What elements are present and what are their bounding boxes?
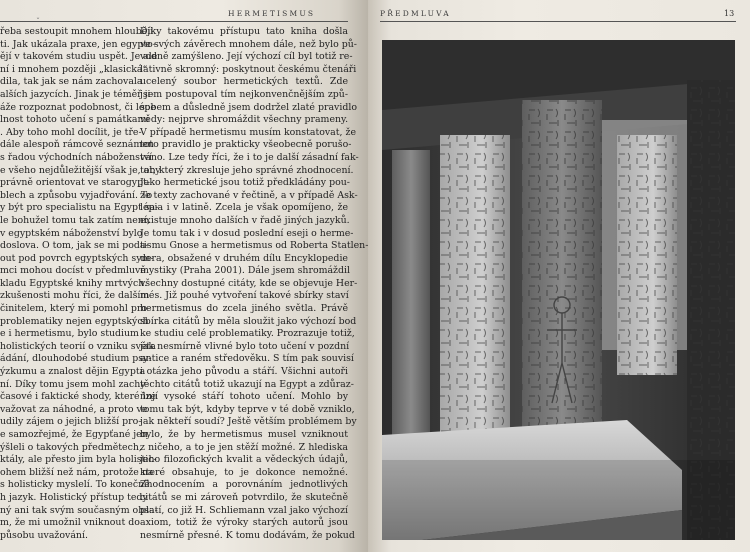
text-line: vodně zamýšleno. Její výchozí cíl byl totiž re-: [140, 51, 353, 63]
text-line: ohem bližší než nám, protože na: [0, 466, 154, 478]
text-line: kladu Egyptské knihy mrtvých.: [0, 277, 148, 289]
text-line: lépia i v latině. Zcela je však opomíjeno, že: [140, 202, 348, 214]
text-column-2: [140, 26, 369, 542]
text-line: s holisticky myslelí. To konečně: [0, 479, 150, 491]
text-line: jak někteří soudí? Ještě větším problémem by: [140, 416, 357, 428]
text-line: áže rozpoznat podobnost, či lépe: [0, 101, 156, 113]
text-line: h jazyk. Holistický přístup tedy: [0, 491, 148, 503]
text-line: . Aby toho mohl docílit, je tře-: [0, 126, 142, 138]
text-line: Zhodnocením a porovnáním jednotlivých: [140, 479, 348, 491]
temple-photo: [382, 40, 735, 540]
text-line: m, že mi umožnil vniknout do: [0, 517, 140, 529]
text-line: tismu Gnose a hermetismus od Roberta Statlen-: [140, 240, 369, 252]
text-line: zkušenosti mohu říci, že dalším: [0, 290, 150, 302]
text-line: dále alespoň rámcově seznámen: [0, 139, 154, 151]
text-line: més. Již pouhé vytvoření takové sbírky staví: [140, 290, 349, 302]
text-line: sobem a důsledně jsem dodržel zlaté pravidlo: [140, 101, 357, 113]
text-line: ti. Jak ukázala praxe, jen egypto-: [0, 38, 156, 50]
text-line: ný ani tak svým současným obsa-: [0, 504, 158, 516]
text-line: ucelený soubor hermetických textů. Zde: [140, 76, 348, 88]
text-line: působu uvažování.: [0, 529, 88, 541]
text-line: ýzkumu a znalost dějin Egypta: [0, 366, 146, 378]
text-line: z ničeho, a to je jen stěží možné. Z hlediska: [140, 441, 348, 453]
text-line: ádání, dlouhodobé studium psy-: [0, 353, 152, 365]
pillar-far-left: [392, 150, 430, 450]
header-rule-right: [380, 21, 736, 22]
text-line: holistických teorií o vzniku světa: [0, 340, 156, 352]
text-line: blech a způsobu vyjadřování. To: [0, 189, 153, 201]
text-line: dera, obsažené v druhém dílu Encyklopedie: [140, 252, 348, 264]
text-line: mystiky (Praha 2001). Dále jsem shromáždil: [140, 265, 350, 277]
text-line: hermetismus do zcela jiného světla. Právě: [140, 303, 348, 315]
text-line: ňují vysoké stáří tohoto učení. Mohlo by: [140, 391, 348, 403]
corner-mark: ˯: [36, 10, 40, 19]
text-line: časové i faktické shody, které lze: [0, 391, 157, 403]
text-line: jsem postupoval tím nejkonvenčnějším způ-: [140, 88, 348, 100]
text-line: právně orientovat ve starogypt-: [0, 177, 151, 189]
text-line: s řadou východních náboženství: [0, 151, 153, 163]
text-line: lnost tohoto učení s památkami: [0, 114, 150, 126]
text-line: těchto citátů totiž ukazují na Egypt a zdůraz-: [140, 378, 354, 390]
pillar-right-hieroglyphs: [617, 135, 677, 375]
running-head-right: PŘEDMLUVA: [380, 9, 451, 18]
text-line: antice a raném středověku. S tím pak souvisí: [140, 353, 354, 365]
text-line: řeba sestoupit mnohem hlouběji: [0, 26, 154, 37]
text-line: jak nesmírně vlivné bylo toto učení v pozdní: [140, 340, 350, 352]
text-line: tomu tak být, kdyby teprve v té době vzniklo,: [140, 403, 355, 415]
text-line: všechny dostupné citáty, kde se objevuje Her-: [140, 277, 358, 289]
text-line: Jako hermetické jsou totiž předkládány pou-: [140, 177, 350, 189]
text-line: Je tomu tak i v dosud poslední eseji o herme-: [140, 227, 354, 239]
text-line: axiom, totiž že výroky starých autorů jsou: [140, 517, 348, 529]
header-rule-left: [0, 21, 348, 22]
text-line: out pod povrch egyptských sym-: [0, 252, 154, 264]
floor-shadow: [382, 460, 735, 540]
text-line: e i hermetismu, bylo studium: [0, 328, 139, 340]
text-line: sbírka citátů by měla sloužit jako výchozí bod: [140, 315, 357, 327]
text-line: které obsahuje, to je dokonce nemožné.: [140, 466, 348, 478]
text-line: ktály, ale přesto jim byla holistic-: [0, 454, 157, 466]
text-line: váno. Lze tedy říci, že i to je další zásadní fak-: [140, 151, 359, 163]
text-line: ke studiu celé problematiky. Prozrazuje totiž,: [140, 328, 355, 340]
text-line: ní. Díky tomu jsem mohl zachy-: [0, 378, 149, 390]
text-line: tor, který zkresluje jeho správné zhodnocení.: [140, 164, 354, 176]
text-line: činitelem, který mi pomohl pro-: [0, 303, 151, 315]
text-line: jeho filozofických kvalit a vědeckých údajů,: [140, 454, 348, 466]
text-line: Díky takovému přístupu tato kniha došla: [140, 26, 348, 37]
text-line: y být pro specialistu na Egypt sa-: [0, 202, 159, 214]
text-line: v egyptském náboženství bylo: [0, 227, 143, 239]
pillar-left-hieroglyphs: [440, 135, 510, 465]
text-line: udily zájem o jejich bližší pro-: [0, 416, 142, 428]
text-line: problematiky nejen egyptských: [0, 315, 149, 327]
text-line: citátů se mi zároveň potvrdilo, že skutečně: [140, 491, 348, 503]
text-column-1: [0, 26, 161, 542]
text-line: ýšleli o takových předmětech,: [0, 441, 142, 453]
text-line: toto pravidlo je prakticky všeobecně porušo-: [140, 139, 352, 151]
text-line: doslova. O tom, jak se mi poda-: [0, 240, 149, 252]
text-line: ní i mnohem později „klasická“: [0, 63, 148, 75]
temple-photo-illustration: [382, 40, 735, 540]
text-line: vědy: nejprve shromáždit všechny prameny.: [140, 114, 349, 126]
text-line: platí, co již H. Schliemann vzal jako výchozí: [140, 504, 349, 516]
text-line: bylo, že by hermetismus musel vzniknout: [140, 429, 348, 440]
text-line: alších jazycích. Jinak je téměř ji-: [0, 88, 154, 100]
text-line: lativně skromný: poskytnout českému čtenáři: [140, 63, 357, 75]
text-line: ve svých závěrech mnohem dále, než bylo pů-: [140, 38, 357, 50]
text-line: V případě hermetismu musím konstatovat, že: [140, 126, 356, 138]
text-line: ějí v takovém studiu uspět. Je ale: [0, 51, 158, 63]
text-line: existuje mnoho dalších v řadě jiných jazyků.: [140, 214, 350, 226]
text-line: e všeho nejdůležitější však je, aby: [0, 164, 161, 176]
text-line: le bohužel tomu tak zatím není,: [0, 214, 150, 226]
text-line: e samozřejmé, že Egypťané jen: [0, 429, 148, 440]
text-line: mci mohou docíst v předmluvě: [0, 265, 146, 277]
text-line: nesmírně přesné. K tomu dodávám, že pokud: [140, 529, 355, 541]
text-line: ze texty zachované v řečtině, a v případě Ask-: [140, 189, 358, 201]
text-line: dila, tak jak se nám zachovala: [0, 76, 143, 88]
text-line: važovat za náhodné, a proto ve: [0, 403, 148, 415]
running-head-left: HERMETISMUS: [228, 9, 316, 18]
text-line: i otázka jeho původu a stáří. Všichni autoři: [140, 366, 348, 378]
left-page: [0, 0, 368, 552]
page-number: 13: [724, 9, 735, 18]
